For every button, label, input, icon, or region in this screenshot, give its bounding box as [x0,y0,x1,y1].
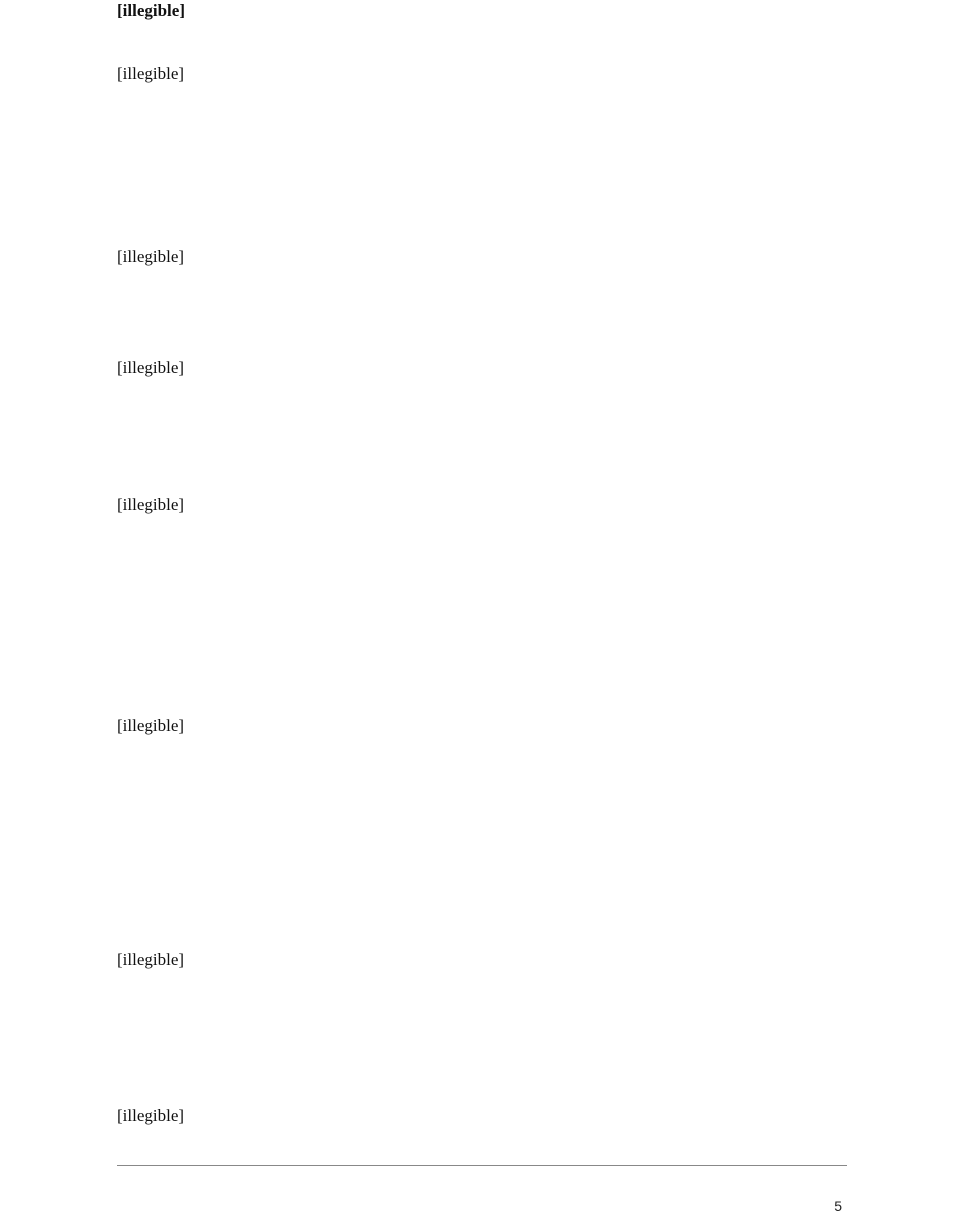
intro-continuation: [illegible] [117,1,185,20]
item-4: [illegible] [117,247,185,266]
item-5: [illegible] [117,358,185,377]
page-number: 5 [834,1198,842,1214]
item-6: [illegible] [117,495,185,514]
item-3: [illegible] [117,64,185,83]
footer-divider [117,1165,847,1166]
item-9: [illegible] [117,1106,185,1125]
item-8: [illegible] [117,950,185,969]
item-7: [illegible] [117,716,185,735]
